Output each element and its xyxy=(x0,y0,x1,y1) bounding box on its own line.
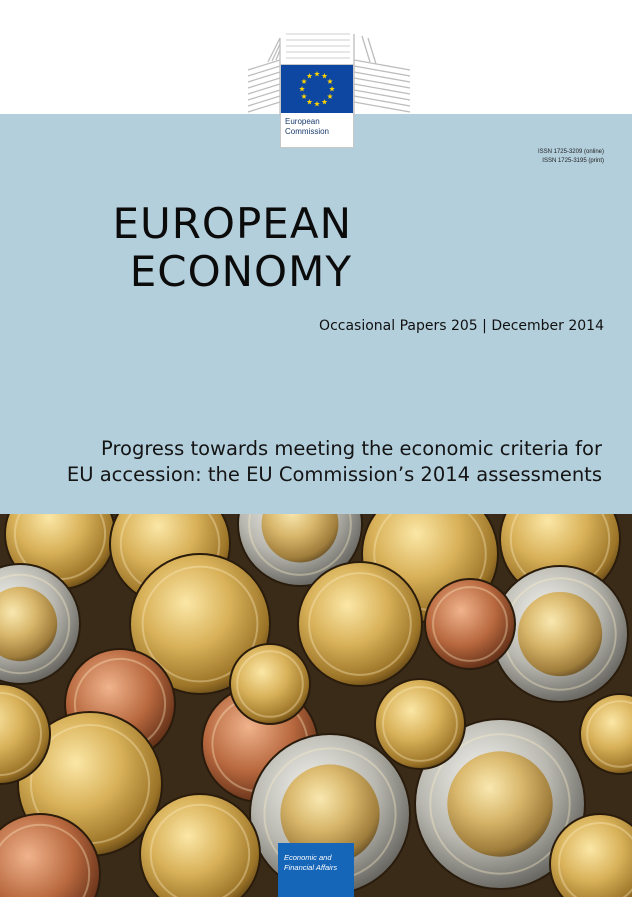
flag-star-icon xyxy=(307,73,313,78)
flag-star-icon xyxy=(329,86,335,91)
issn-print: ISSN 1725-3195 (print) xyxy=(542,158,604,164)
logo-text-line2: Commission xyxy=(285,127,330,136)
flag-star-icon xyxy=(322,73,328,78)
title-line2: ECONOMY xyxy=(129,247,352,296)
dg-badge-line1: Economic and xyxy=(284,853,332,862)
paper-subtitle xyxy=(67,436,602,488)
euro-coin xyxy=(298,562,422,686)
coins-illustration xyxy=(0,514,632,897)
euro-coin xyxy=(425,579,515,669)
logo-panel xyxy=(280,64,354,148)
subtitle-line2: EU accession: the EU Commission’s 2014 assessments xyxy=(66,463,602,486)
eu-flag-icon xyxy=(281,65,353,113)
issn-online: ISSN 1725-3209 (online) xyxy=(537,149,604,155)
euro-coins-photo xyxy=(0,514,632,897)
issn-block xyxy=(538,148,604,166)
european-commission-logo xyxy=(246,30,412,148)
euro-coin xyxy=(375,679,465,769)
flag-star-icon xyxy=(299,86,305,91)
title-line1: EUROPEAN xyxy=(112,199,352,248)
logo-text-line1: European xyxy=(285,117,320,126)
series-info: Occasional Papers 205 | December 2014 xyxy=(319,318,604,334)
dg-badge-line2: Financial Affairs xyxy=(284,863,338,872)
euro-coin xyxy=(230,644,310,724)
flag-star-icon xyxy=(314,101,320,106)
flag-star-icon xyxy=(307,99,313,104)
flag-star-icon xyxy=(314,71,320,76)
publication-title xyxy=(112,200,352,296)
flag-star-icon xyxy=(301,79,307,84)
logo-wordmark xyxy=(285,117,329,137)
subtitle-line1: Progress towards meeting the economic criteria for xyxy=(101,437,602,460)
flag-star-icon xyxy=(327,79,333,84)
flag-star-icon xyxy=(327,94,333,99)
flag-star-icon xyxy=(322,99,328,104)
flag-star-icon xyxy=(301,94,307,99)
dg-ecfin-badge xyxy=(278,843,354,897)
